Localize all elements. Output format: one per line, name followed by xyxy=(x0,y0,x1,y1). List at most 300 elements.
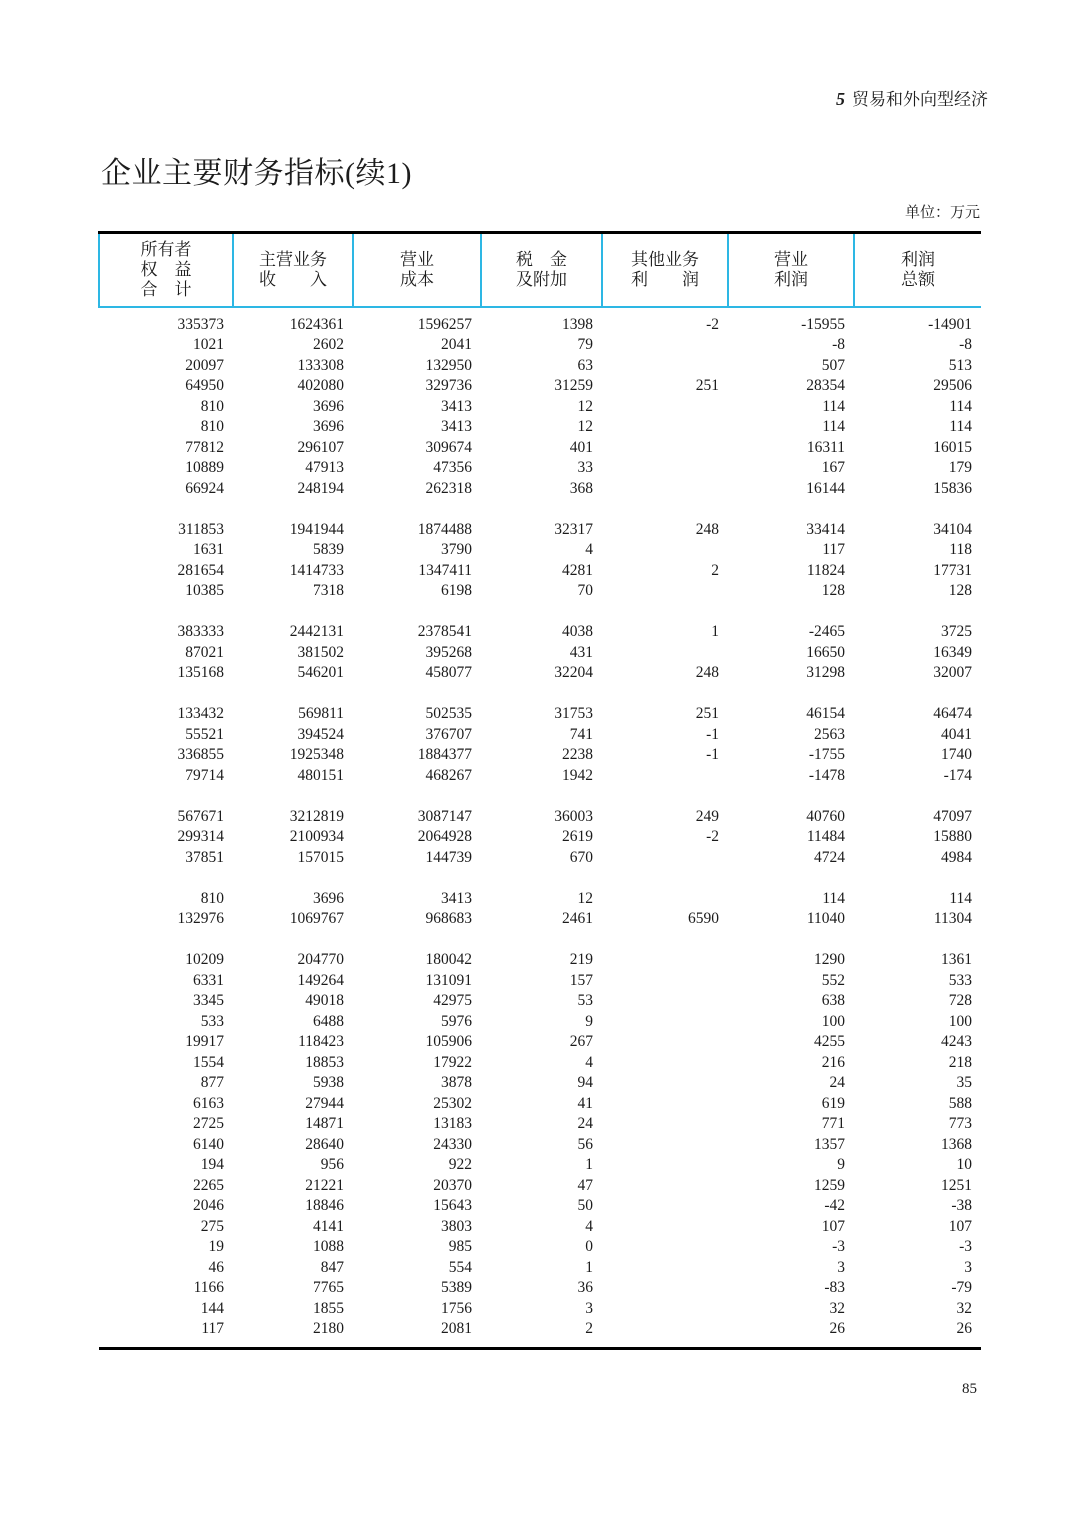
column-header-line: 合 计 xyxy=(140,279,192,299)
table-cell: 10 xyxy=(956,1156,972,1173)
table-cell xyxy=(602,1135,728,1156)
table-cell: 32 xyxy=(829,1299,845,1317)
table-cell xyxy=(602,335,728,356)
chapter-number: 5 xyxy=(836,89,845,109)
table-cell: 64950 xyxy=(185,377,224,394)
table-cell: 46474 xyxy=(933,705,972,722)
table-cell: 468267 xyxy=(425,766,472,784)
table-cell: 2619 xyxy=(562,828,593,845)
table-cell: -174 xyxy=(943,766,972,784)
table-cell: 55521 xyxy=(185,725,224,743)
table-cell: 4281 xyxy=(562,561,593,579)
table-cell xyxy=(602,1299,728,1320)
table-cell: 66924 xyxy=(185,479,224,497)
table-row xyxy=(99,561,981,582)
table-cell: 368 xyxy=(569,479,593,497)
table-cell: 131091 xyxy=(425,971,472,989)
table-cell: -15955 xyxy=(801,315,845,333)
table-cell: 114 xyxy=(822,397,845,415)
table-row xyxy=(99,766,981,787)
table-cell: 956 xyxy=(320,1156,344,1173)
table-cell: 6331 xyxy=(193,971,224,989)
table-cell: 2265 xyxy=(193,1176,224,1194)
column-header-6 xyxy=(728,233,854,307)
table-row xyxy=(99,1319,981,1348)
table-row xyxy=(99,1176,981,1197)
table-cell: 194 xyxy=(200,1156,224,1173)
column-header-2 xyxy=(233,233,353,307)
table-cell xyxy=(602,1258,728,1279)
table-cell: 11484 xyxy=(806,828,845,845)
table-cell: 70 xyxy=(577,582,593,599)
table-cell: 24330 xyxy=(433,1135,472,1153)
column-header-line: 其他业务 xyxy=(631,249,699,269)
table-row xyxy=(99,1237,981,1258)
table-cell: 638 xyxy=(821,992,845,1009)
table-cell xyxy=(602,950,728,971)
table-cell: 133308 xyxy=(297,356,344,374)
table-cell: 1596257 xyxy=(417,315,472,333)
table-row xyxy=(99,909,981,930)
table-cell: 24 xyxy=(577,1115,593,1132)
table-cell: 25302 xyxy=(433,1094,472,1112)
table-cell: 296107 xyxy=(297,438,344,456)
table-cell: 2238 xyxy=(562,746,593,763)
table-cell: 1 xyxy=(585,1156,593,1173)
table-cell: 1 xyxy=(711,623,719,640)
table-cell: 149264 xyxy=(297,971,344,989)
table-row xyxy=(99,540,981,561)
column-header-line: 及附加 xyxy=(516,269,567,289)
table-cell: 40760 xyxy=(806,807,845,825)
table-cell: 14871 xyxy=(305,1115,344,1132)
table-cell xyxy=(602,971,728,992)
table-cell: 17731 xyxy=(933,561,972,579)
table-cell xyxy=(602,1155,728,1176)
table-cell: 5976 xyxy=(441,1012,472,1030)
table-cell: 26 xyxy=(956,1320,972,1337)
table-cell: 36003 xyxy=(554,807,593,825)
table-cell: 1631 xyxy=(193,541,224,558)
table-cell xyxy=(602,1073,728,1094)
table-cell: 47356 xyxy=(433,459,472,476)
table-cell: 376707 xyxy=(425,725,472,743)
table-cell xyxy=(602,540,728,561)
table-cell xyxy=(602,643,728,664)
table-cell: 41 xyxy=(577,1094,593,1112)
table-cell: 985 xyxy=(448,1238,472,1255)
table-cell: 877 xyxy=(200,1074,224,1091)
table-cell: 17922 xyxy=(433,1053,472,1071)
spacer-cell xyxy=(99,602,981,623)
table-cell xyxy=(602,1053,728,1074)
table-cell: 1756 xyxy=(441,1299,472,1317)
table-cell: 16650 xyxy=(806,643,845,661)
table-cell: 35 xyxy=(956,1074,972,1091)
table-cell: 3212819 xyxy=(289,807,344,825)
table-row xyxy=(99,827,981,848)
table-cell: 4984 xyxy=(941,848,972,866)
table-cell: 251 xyxy=(695,377,719,394)
spacer-row xyxy=(99,786,981,807)
table-cell: 569811 xyxy=(298,705,344,722)
table-cell: 1 xyxy=(585,1258,593,1276)
table-row xyxy=(99,1155,981,1176)
table-cell: 107 xyxy=(821,1217,845,1235)
table-cell xyxy=(602,1196,728,1217)
table-cell: 2180 xyxy=(313,1320,344,1337)
spacer-cell xyxy=(99,786,981,807)
table-cell: 281654 xyxy=(177,561,224,579)
table-cell: 27944 xyxy=(305,1094,344,1112)
table-cell: 3413 xyxy=(441,397,472,415)
table-cell: 29506 xyxy=(933,377,972,394)
column-header-4 xyxy=(481,233,602,307)
table-cell: 3878 xyxy=(441,1074,472,1091)
table-cell: -8 xyxy=(832,336,845,353)
column-header-line: 利 润 xyxy=(631,269,699,289)
table-cell: 2064928 xyxy=(417,828,472,845)
spacer-cell xyxy=(99,499,981,520)
table-cell: 1414733 xyxy=(289,561,344,579)
table-cell: 100 xyxy=(821,1012,845,1030)
table-cell: 19 xyxy=(208,1238,224,1255)
column-header-line: 所有者 xyxy=(140,239,192,259)
table-cell: 3696 xyxy=(313,397,344,415)
table-row xyxy=(99,622,981,643)
table-cell: 114 xyxy=(822,889,845,907)
table-cell: 132976 xyxy=(177,910,224,927)
table-cell: 114 xyxy=(822,418,845,435)
table-cell: -38 xyxy=(951,1197,972,1214)
table-cell: 567671 xyxy=(177,807,224,825)
column-header-line: 利润 xyxy=(774,269,808,289)
table-cell xyxy=(602,1012,728,1033)
table-cell: 32007 xyxy=(933,664,972,681)
table-cell: 21221 xyxy=(305,1176,344,1194)
table-cell: 46154 xyxy=(806,705,845,722)
table-cell: 132950 xyxy=(425,356,472,374)
column-header-line: 成本 xyxy=(400,269,434,289)
table-cell: 19917 xyxy=(185,1033,224,1050)
table-cell xyxy=(602,1114,728,1135)
table-row xyxy=(99,307,981,336)
table-cell: 15643 xyxy=(433,1197,472,1214)
table-cell: -2465 xyxy=(808,623,845,640)
table-cell: 533 xyxy=(200,1012,224,1030)
table-row xyxy=(99,438,981,459)
table-cell xyxy=(602,356,728,377)
table-cell: 216 xyxy=(821,1053,845,1071)
table-cell: 79 xyxy=(577,336,593,353)
table-row xyxy=(99,643,981,664)
column-header-line: 营业 xyxy=(774,249,808,269)
table-cell: 204770 xyxy=(297,951,344,968)
table-cell: 1368 xyxy=(941,1135,972,1153)
table-row xyxy=(99,1299,981,1320)
table-cell: 26 xyxy=(829,1320,845,1337)
table-cell xyxy=(602,889,728,910)
table-cell: 11824 xyxy=(806,561,845,579)
table-row xyxy=(99,335,981,356)
table-cell: 3345 xyxy=(193,992,224,1009)
table-row xyxy=(99,1217,981,1238)
table-cell: -1 xyxy=(706,746,719,763)
table-cell: 79714 xyxy=(185,766,224,784)
spacer-cell xyxy=(99,684,981,705)
table-cell xyxy=(602,1094,728,1115)
table-cell xyxy=(602,848,728,869)
table-cell: 118 xyxy=(949,541,972,558)
table-cell: 847 xyxy=(320,1258,344,1276)
table-cell xyxy=(602,1278,728,1299)
table-cell: 16349 xyxy=(933,643,972,661)
table-cell: 381502 xyxy=(297,643,344,661)
table-cell: 2 xyxy=(711,561,719,579)
table-cell: 249 xyxy=(695,807,719,825)
table-cell: 502535 xyxy=(425,705,472,722)
table-cell: 128 xyxy=(948,582,972,599)
table-cell: 11040 xyxy=(806,910,845,927)
table-cell: 12 xyxy=(577,889,593,907)
column-header-line: 利润 xyxy=(901,249,935,269)
table-cell: 1942 xyxy=(562,766,593,784)
table-cell: -1 xyxy=(706,725,719,743)
table-cell: 3790 xyxy=(441,541,472,558)
table-cell: 3 xyxy=(964,1258,972,1276)
table-cell: 114 xyxy=(949,418,972,435)
table-cell: 167 xyxy=(821,459,845,476)
table-cell: 0 xyxy=(585,1238,593,1255)
table-cell: 49018 xyxy=(305,992,344,1009)
table-cell: 32317 xyxy=(554,520,593,538)
table-cell: 157 xyxy=(569,971,593,989)
table-cell: 3803 xyxy=(441,1217,472,1235)
table-cell: 1624361 xyxy=(289,315,344,333)
table-cell: 33 xyxy=(577,459,593,476)
table-row xyxy=(99,1032,981,1053)
table-row xyxy=(99,1073,981,1094)
table-cell: 34104 xyxy=(933,520,972,538)
table-cell: 33414 xyxy=(806,520,845,538)
table-cell: -3 xyxy=(959,1238,972,1255)
table-row xyxy=(99,417,981,438)
table-row xyxy=(99,807,981,828)
table-cell: 554 xyxy=(448,1258,472,1276)
table-cell: 1088 xyxy=(313,1238,344,1255)
table-cell: -1755 xyxy=(808,746,845,763)
table-cell xyxy=(602,438,728,459)
table-cell xyxy=(602,458,728,479)
table-cell: 4243 xyxy=(941,1033,972,1050)
table-cell: 1251 xyxy=(941,1176,972,1194)
table-cell: 401 xyxy=(569,438,593,456)
table-cell: 114 xyxy=(949,889,972,907)
table-cell: 309674 xyxy=(425,438,472,456)
table-cell: 3413 xyxy=(441,889,472,907)
table-cell: 3 xyxy=(585,1299,593,1317)
table-cell: -2 xyxy=(706,828,719,845)
table-cell: 9 xyxy=(837,1156,845,1173)
table-cell: 47 xyxy=(577,1176,593,1194)
table-cell: 179 xyxy=(948,459,972,476)
column-header-5 xyxy=(602,233,728,307)
table-cell: 922 xyxy=(448,1156,472,1173)
table-cell: -83 xyxy=(824,1279,845,1296)
table-cell: 1941944 xyxy=(289,520,344,538)
table-cell: 180042 xyxy=(425,951,472,968)
table-cell: 12 xyxy=(577,418,593,435)
table-cell xyxy=(602,991,728,1012)
column-header-line: 营业 xyxy=(400,249,434,269)
table-cell: 1290 xyxy=(814,951,845,968)
table-cell: 28354 xyxy=(806,377,845,394)
table-cell: 395268 xyxy=(425,643,472,661)
table-cell: 810 xyxy=(200,889,224,907)
table-row xyxy=(99,1278,981,1299)
table-cell: 6163 xyxy=(193,1094,224,1112)
spacer-row xyxy=(99,499,981,520)
table-cell: 4038 xyxy=(562,623,593,640)
table-cell: 31259 xyxy=(554,377,593,394)
table-cell: 741 xyxy=(569,725,593,743)
table-cell: 3 xyxy=(837,1258,845,1276)
table-cell: 458077 xyxy=(425,664,472,681)
column-header-line: 权 益 xyxy=(140,259,192,279)
table-cell: 3413 xyxy=(441,418,472,435)
table-row xyxy=(99,1114,981,1135)
table-cell: 251 xyxy=(695,705,719,722)
table-cell xyxy=(602,1237,728,1258)
table-cell: 311853 xyxy=(178,520,224,538)
table-cell: 42975 xyxy=(433,992,472,1009)
column-header-line: 税 金 xyxy=(516,249,567,269)
table-row xyxy=(99,704,981,725)
table-cell: 32 xyxy=(956,1299,972,1317)
table-cell: 4041 xyxy=(941,725,972,743)
table-cell: 10209 xyxy=(185,951,224,968)
table-cell: -2 xyxy=(706,315,719,333)
table-cell: -1478 xyxy=(808,766,845,784)
table-cell: 4 xyxy=(585,1217,593,1235)
table-cell xyxy=(602,581,728,602)
table-cell: 37851 xyxy=(185,848,224,866)
table-row xyxy=(99,725,981,746)
table-cell: 267 xyxy=(569,1033,593,1050)
column-header-1 xyxy=(99,233,233,307)
column-header-line: 收 入 xyxy=(259,269,327,289)
column-header-line: 主营业务 xyxy=(259,249,327,269)
table-cell: 7318 xyxy=(313,582,344,599)
table-cell: -14901 xyxy=(928,315,972,333)
table-cell: 144739 xyxy=(425,848,472,866)
table-cell xyxy=(602,1217,728,1238)
chapter-title: 贸易和外向型经济 xyxy=(852,90,988,109)
table-cell: 50 xyxy=(577,1197,593,1214)
table-cell: 670 xyxy=(569,848,593,866)
table-cell: 2602 xyxy=(313,336,344,353)
table-row xyxy=(99,397,981,418)
table-cell: 2442131 xyxy=(289,623,344,640)
table-cell xyxy=(602,479,728,500)
table-cell xyxy=(602,1032,728,1053)
table-cell: -79 xyxy=(951,1279,972,1296)
financial-indicators-table xyxy=(98,231,981,1350)
table-cell: 36 xyxy=(577,1279,593,1296)
table-header-row xyxy=(99,233,981,307)
table-cell xyxy=(602,766,728,787)
table-cell: 619 xyxy=(821,1094,845,1112)
table-cell: 262318 xyxy=(425,479,472,497)
table-cell: 1740 xyxy=(941,746,972,763)
table-header xyxy=(99,233,981,307)
table-cell: 47913 xyxy=(305,459,344,476)
table-cell: -42 xyxy=(824,1197,845,1214)
table-cell: 4 xyxy=(585,541,593,558)
table-cell: 100 xyxy=(948,1012,972,1030)
table-cell: 1021 xyxy=(193,336,224,353)
table-row xyxy=(99,971,981,992)
table-cell: 533 xyxy=(948,971,972,989)
table-cell: -8 xyxy=(959,336,972,353)
table-row xyxy=(99,950,981,971)
table-cell: 383333 xyxy=(177,623,224,640)
table-cell: 588 xyxy=(948,1094,972,1112)
table-cell: 552 xyxy=(821,971,845,989)
table-cell: 15880 xyxy=(933,828,972,845)
table-cell: 46 xyxy=(208,1258,224,1276)
table-row xyxy=(99,581,981,602)
table-cell: 117 xyxy=(822,541,845,558)
table-cell: -3 xyxy=(832,1238,845,1255)
table-cell xyxy=(602,417,728,438)
table-cell: 3696 xyxy=(313,889,344,907)
table-cell: 329736 xyxy=(425,377,472,394)
table-cell: 2461 xyxy=(562,910,593,927)
spacer-row xyxy=(99,930,981,951)
table-cell: 771 xyxy=(821,1115,845,1132)
table-cell: 968683 xyxy=(425,910,472,927)
table-cell: 6590 xyxy=(688,910,719,927)
unit-note: 单位：万元 xyxy=(904,205,980,221)
table-cell: 157015 xyxy=(297,848,344,866)
table-cell: 248194 xyxy=(297,479,344,497)
table-row xyxy=(99,356,981,377)
table-row xyxy=(99,1135,981,1156)
table-cell: 275 xyxy=(200,1217,224,1235)
table-cell: 10889 xyxy=(185,459,224,476)
spacer-cell xyxy=(99,868,981,889)
table-cell: 47097 xyxy=(933,807,972,825)
table-cell: 336855 xyxy=(177,746,224,763)
table-cell: 16144 xyxy=(806,479,845,497)
table-row xyxy=(99,1258,981,1279)
table-cell: 546201 xyxy=(297,664,344,681)
table-cell: 1357 xyxy=(814,1135,845,1153)
table-cell: 3725 xyxy=(941,623,972,640)
table-cell: 1166 xyxy=(193,1279,224,1296)
table-row xyxy=(99,663,981,684)
table-row xyxy=(99,1196,981,1217)
table-cell: 2725 xyxy=(193,1115,224,1132)
column-header-3 xyxy=(353,233,481,307)
table-cell xyxy=(602,397,728,418)
table-cell: 1347411 xyxy=(418,561,472,579)
table-cell: 248 xyxy=(695,520,719,538)
table-cell: 11304 xyxy=(933,910,972,927)
column-header-7 xyxy=(854,233,981,307)
table-cell: 4255 xyxy=(814,1033,845,1050)
